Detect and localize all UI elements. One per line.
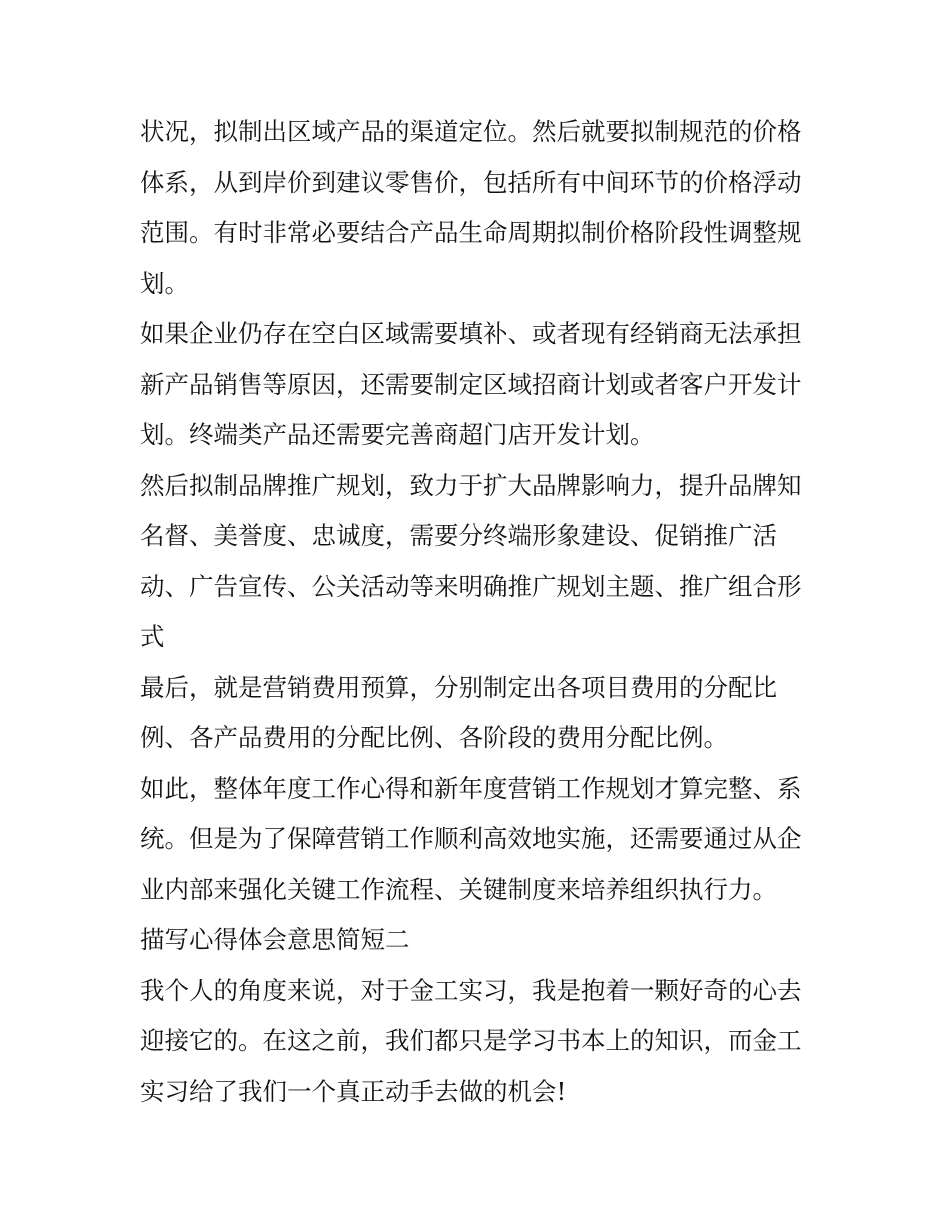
text-line: 式 — [140, 622, 165, 651]
text-line: 新产品销售等原因，还需要制定区域招商计划或者客户开发计 — [140, 369, 802, 399]
text-line: 状况，拟制出区域产品的渠道定位。然后就要拟制规范的价格 — [140, 117, 802, 146]
text-line: 例、各产品费用的分配比例、各阶段的费用分配比例。 — [140, 723, 728, 752]
text-line: 范围。有时非常必要结合产品生命周期拟制价格阶段性调整规 — [140, 218, 802, 247]
text-line: 划。 — [140, 268, 189, 298]
body-text — [140, 107, 820, 1117]
section-heading: 描写心得体会意思简短二 — [140, 925, 410, 954]
text-line: 我个人的角度来说，对于金工实习，我是抱着一颗好奇的心去 — [140, 975, 802, 1005]
text-line: 名督、美誉度、忠诚度，需要分终端形象建设、促销推广活 — [140, 521, 777, 550]
text-line: 然后拟制品牌推广规划，致力于扩大品牌影响力，提升品牌知 — [140, 470, 802, 500]
text-line: 实习给了我们一个真正动手去做的机会! — [140, 1076, 567, 1106]
text-line: 迎接它的。在这之前，我们都只是学习书本上的知识，而金工 — [140, 1026, 802, 1055]
text-line: 如此，整体年度工作心得和新年度营销工作规划才算完整、系 — [140, 773, 802, 803]
text-line: 如果企业仍存在空白区域需要填补、或者现有经销商无法承担 — [140, 319, 802, 348]
text-line: 最后，就是营销费用预算，分别制定出各项目费用的分配比 — [140, 672, 777, 702]
text-line: 业内部来强化关键工作流程、关键制度来培养组织执行力。 — [140, 874, 777, 904]
text-line: 统。但是为了保障营销工作顺利高效地实施，还需要通过从企 — [140, 824, 802, 853]
text-line: 动、广告宣传、公关活动等来明确推广规划主题、推广组合形 — [140, 571, 802, 601]
text-line: 划。终端类产品还需要完善商超门店开发计划。 — [140, 420, 655, 449]
text-line: 体系，从到岸价到建议零售价，包括所有中间环节的价格浮动 — [140, 167, 802, 197]
